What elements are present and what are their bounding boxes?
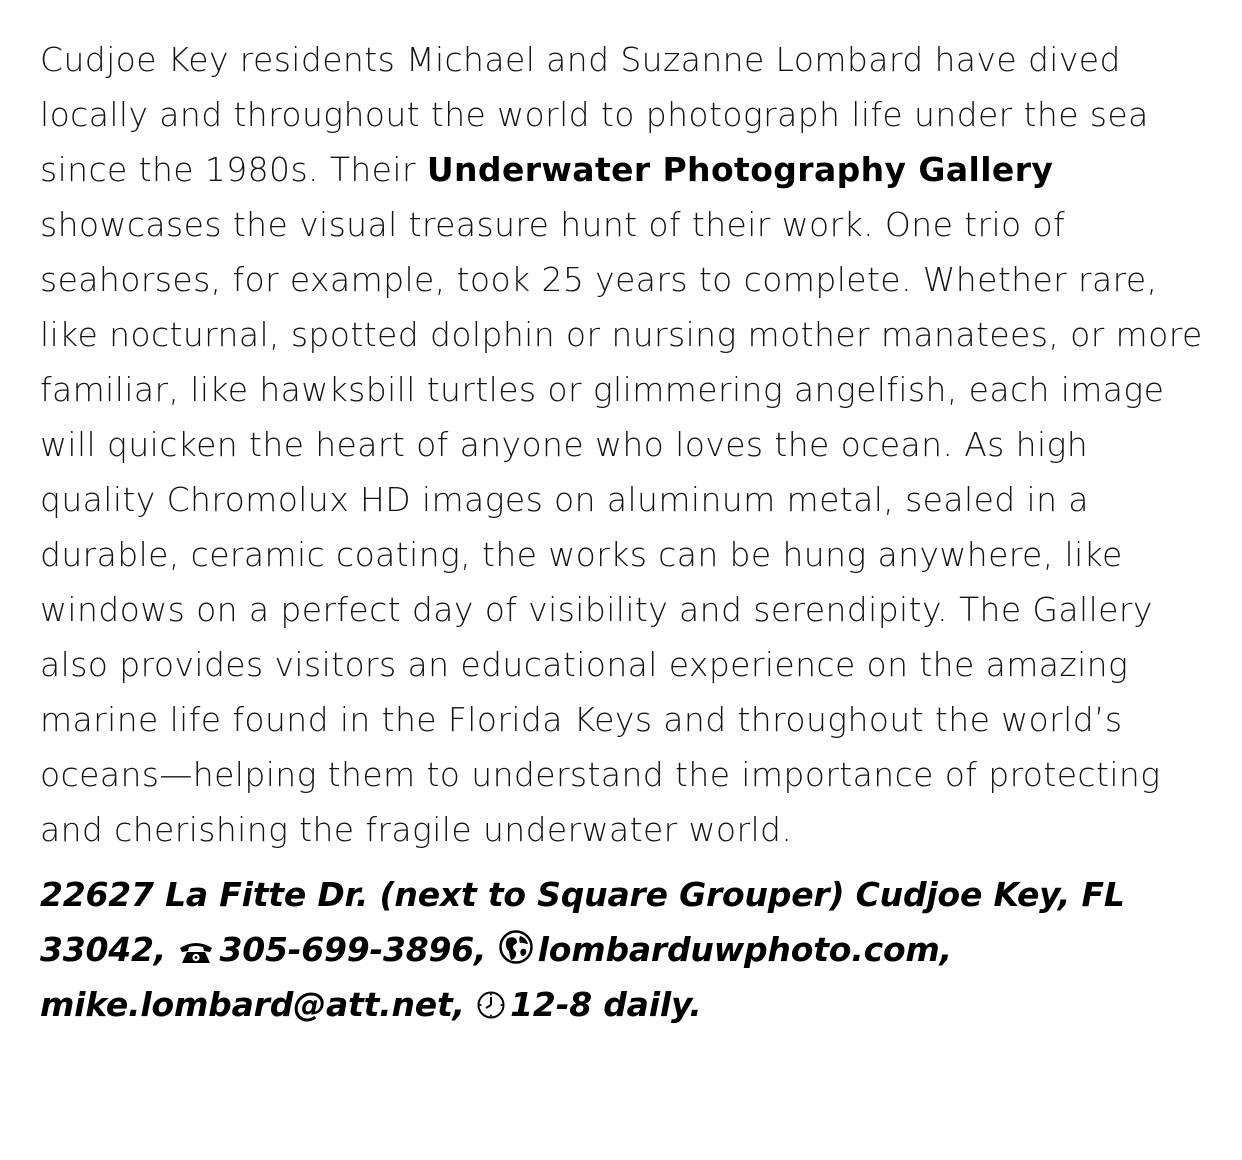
opening-hours: 12-8 daily.: [510, 985, 702, 1024]
gallery-name: Underwater Photography Gallery: [426, 150, 1054, 189]
email-link[interactable]: mike.lombard@att.net,: [40, 985, 477, 1024]
address: 22627 La Fitte Dr. (next to Square Grouper) Cudjoe Key, FL 33042,: [40, 875, 1125, 969]
gallery-description: [40, 32, 1210, 857]
gallery-listing: [40, 32, 1210, 1032]
globe-icon: [498, 929, 534, 965]
phone-icon: [177, 939, 215, 965]
clock-icon: [476, 990, 506, 1020]
phone-number[interactable]: 305-699-3896,: [219, 930, 498, 969]
website-link[interactable]: lombarduwphoto.com,: [537, 930, 952, 969]
description-body: showcases the visual treasure hunt of their work. One trio of seahorses, for example, took 25 years to complete. Whether rare, like nocturnal, spotted dolphin or nursing mother manatees, or more familiar, like hawksbill turtles or glimmering angelfish, each image will quicken the heart of anyone who loves the ocean. As high quality Chromolux HD images on aluminum metal, sealed in a durable, ceramic coating, the works can be hung anywhere, like windows on a perfect day of visibility and serendipity. The Gallery also provides visitors an educational experience on the amazing marine life found in the Florida Keys and throughout the world’s oceans—helping them to understand the importance of protecting and cherishing the fragile underwater world.: [40, 205, 1203, 849]
description-intro: Cudjoe Key residents Michael and Suzanne Lombard have dived locally and throughout the world to photograph life under the sea since the 1980s. Their: [40, 40, 1149, 189]
contact-info: [40, 867, 1210, 1032]
